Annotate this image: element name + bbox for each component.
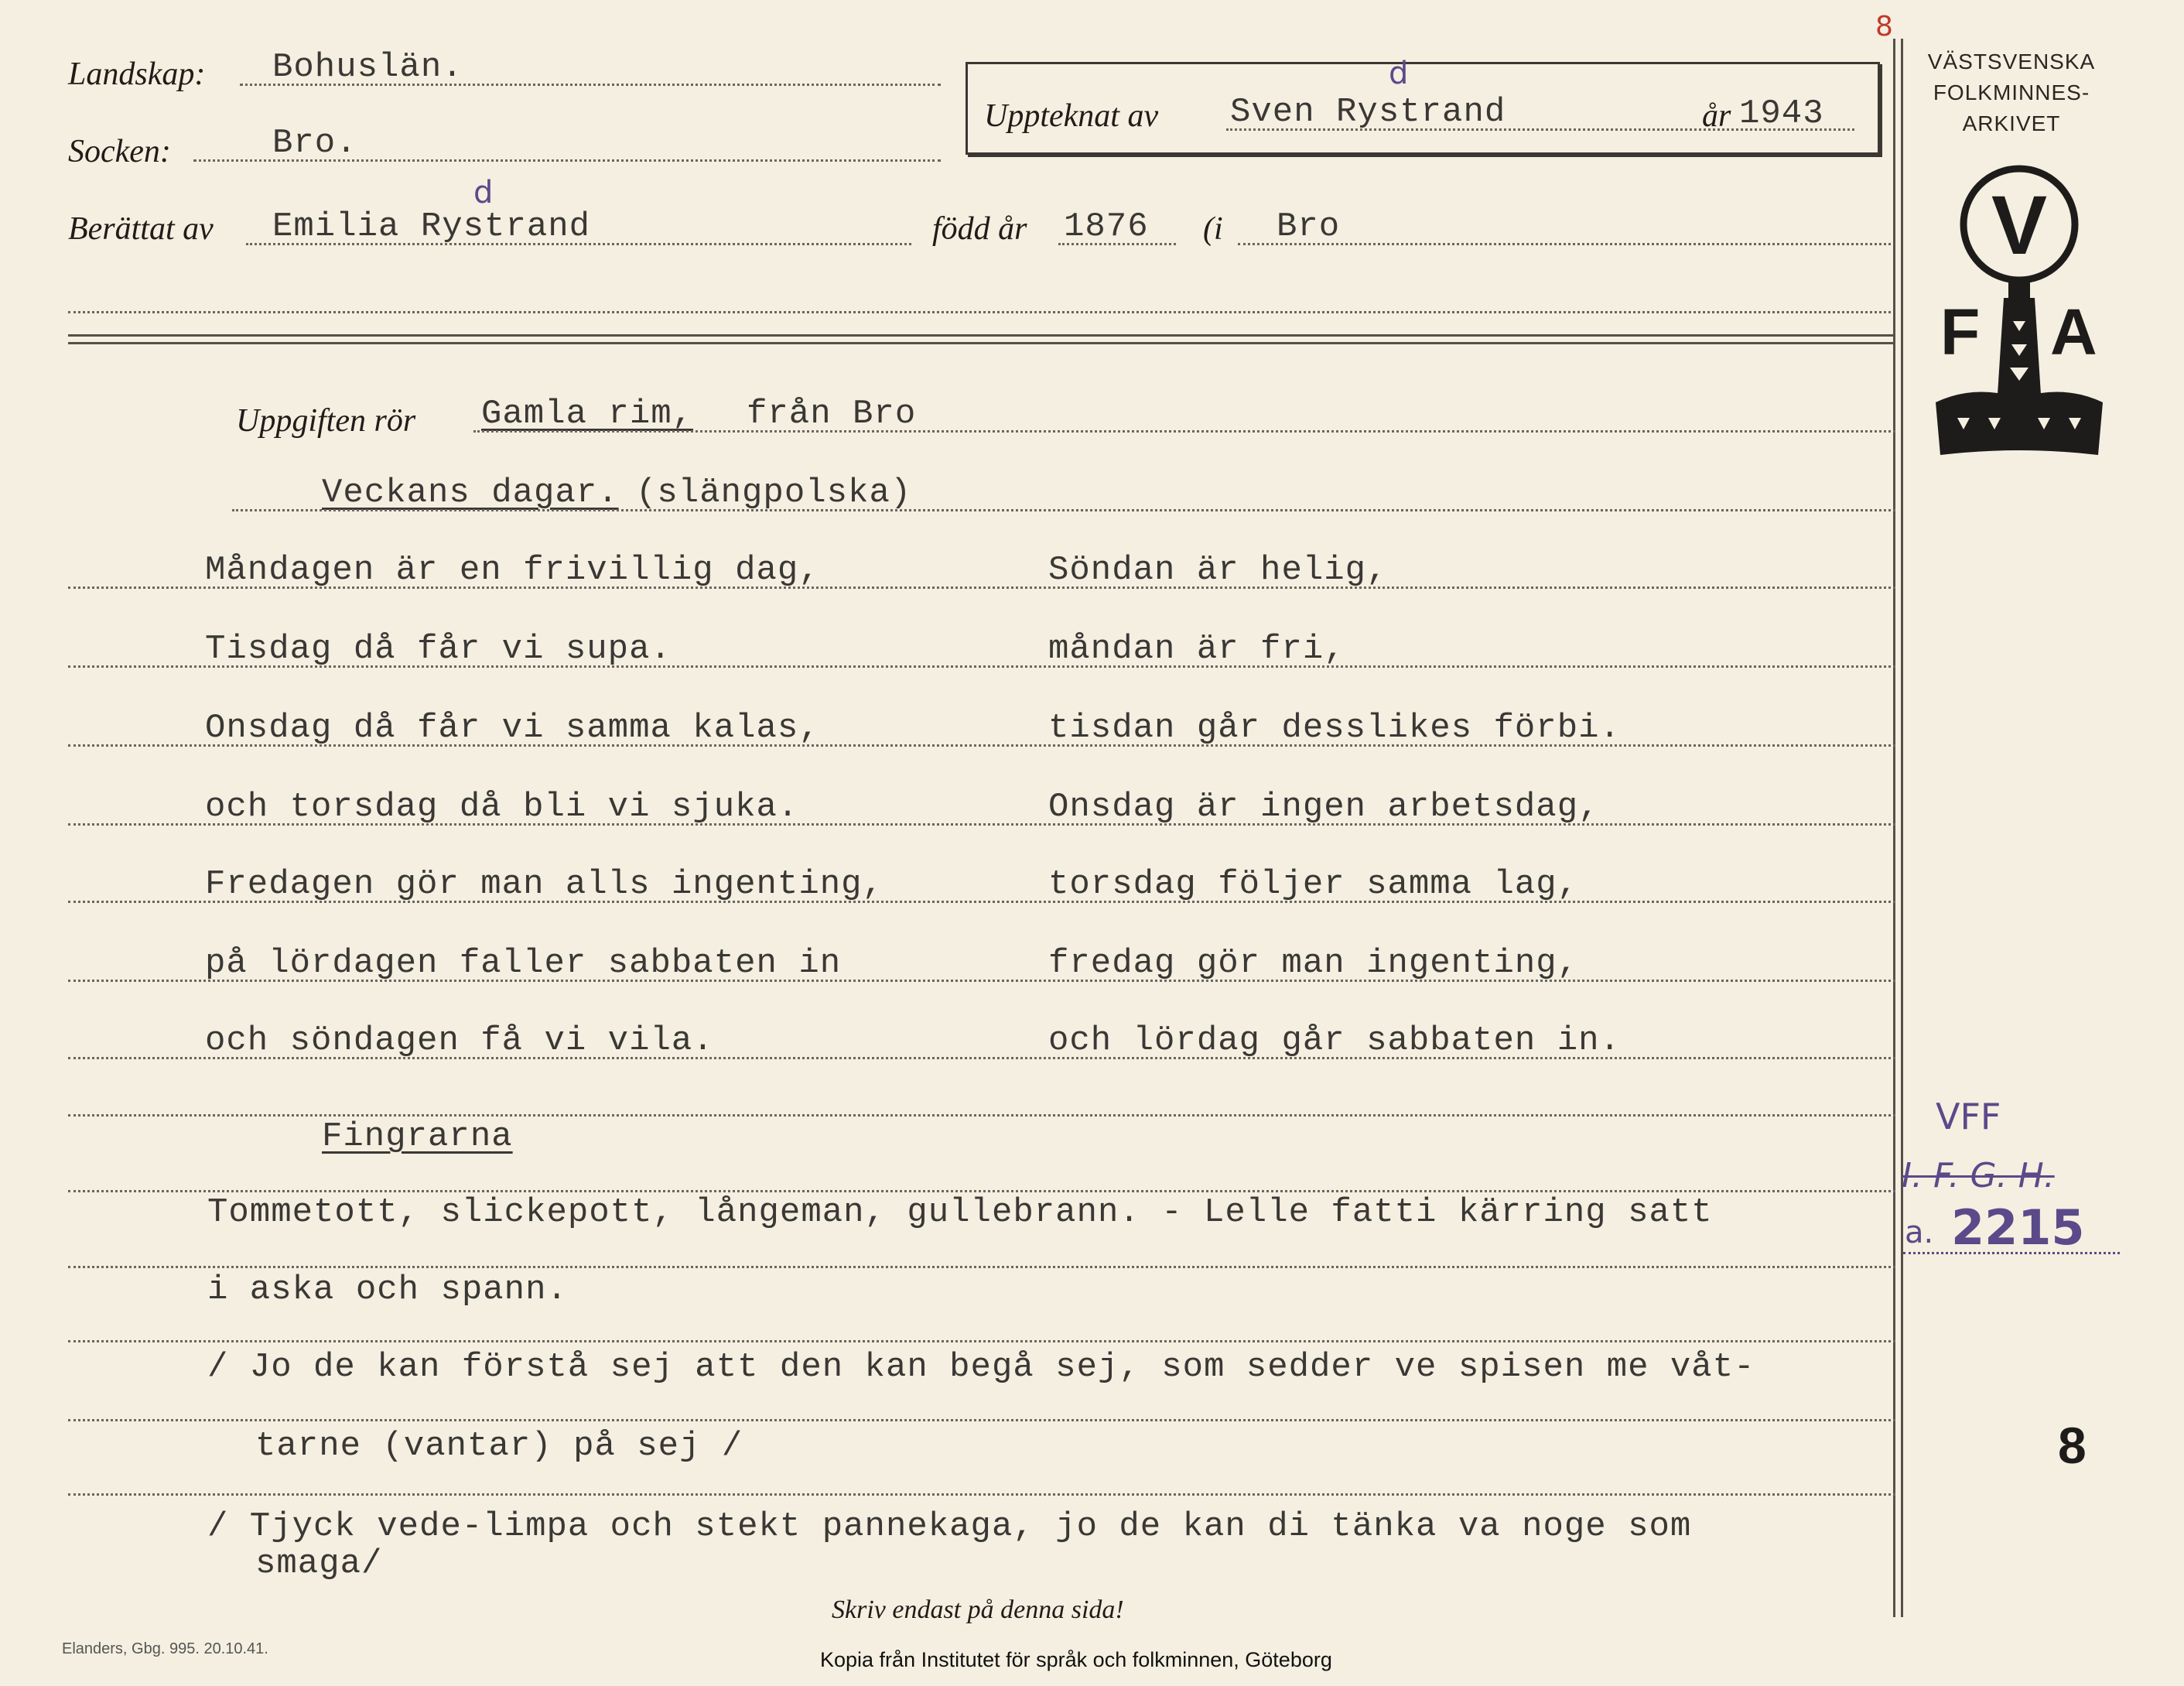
fingrarna-dotline [68,1493,1895,1496]
logo-v-letter: V [1991,178,2048,272]
uppteknat-label: Uppteknat av [984,98,1159,134]
socken-dotline [193,159,941,162]
poem-dotline [68,1057,1895,1059]
fingrarna-dotline [68,1266,1895,1268]
poem-dotline [68,665,1895,668]
berattat-correction: d [473,175,494,210]
fingrarna-dotline [68,1419,1895,1421]
uppgiften-label: Uppgiften rör [236,403,416,439]
ar-label: år [1702,98,1731,134]
header-rule-1 [68,334,1895,337]
fingrarna-dotline [68,1190,1895,1192]
poem-left-line: Onsdag då får vi samma kalas, [205,709,820,747]
socken-label: Socken: [68,134,171,169]
footer-printer: Elanders, Gbg. 995. 20.10.41. [62,1640,268,1657]
footer-copy-note: Kopia från Institutet för språk och folkminnen, Göteborg [820,1648,1332,1671]
poem-right-line: måndan är fri, [1048,630,1345,669]
archive-name-line1: VÄSTSVENSKA [1927,50,2096,74]
poem-right-line: och lördag går sabbaten in. [1048,1021,1621,1060]
uppteknat-dotline [1226,128,1854,131]
poem-left-line: på lördagen faller sabbaten in [205,944,842,983]
uppgiften-value-1: Gamla rim, [481,395,694,433]
archive-name-line2: FOLKMINNES- [1933,80,2090,104]
i-dotline [1238,243,1895,245]
poem-right-line: fredag gör man ingenting, [1048,944,1579,983]
logo-a-letter: A [2050,296,2097,368]
berattat-label: Berättat av [68,211,214,247]
fingrarna-dotline [68,1340,1895,1342]
poem-left-line: Måndagen är en frivillig dag, [205,551,820,590]
blank-dotline [68,311,1895,313]
fingrarna-title: Fingrarna [322,1117,513,1156]
landskap-label: Landskap: [68,56,206,92]
poem-dotline [68,587,1895,589]
blank-dotline [68,1114,1895,1117]
berattat-dotline [246,243,911,245]
poem-dotline [68,744,1895,747]
berattat-value: Emilia Rystrand [272,207,591,246]
poem-left-line: och torsdag då bli vi sjuka. [205,788,799,826]
ar-value: 1943 [1739,94,1824,133]
poem-right-line: torsdag följer samma lag, [1048,865,1579,904]
fodd-value: 1876 [1064,207,1149,246]
uppteknat-correction: d [1389,56,1409,91]
margin-ifgh: I. F. G. H. [1902,1156,2055,1195]
landskap-value: Bohuslän. [272,48,463,87]
logo-f-letter: F [1940,296,1981,368]
fodd-dotline [1058,243,1176,245]
poem-title-dotline [232,509,1895,511]
margin-acc-dotline [1903,1252,2120,1254]
i-label: (i [1203,211,1223,247]
poem-subtitle: (slängpolska) [636,474,912,512]
uppteknat-value: Sven Rystrand [1230,93,1506,132]
archive-name-line3: ARKIVET [1962,111,2061,135]
archive-logo [1919,162,2120,472]
margin-acc-number: 2215 [1951,1199,2085,1256]
poem-title: Veckans dagar. [322,474,619,512]
poem-dotline [68,901,1895,903]
fingrarna-line: / Tjyck vede-limpa och stekt pannekaga, jo de kan di tänka va noge som [207,1507,1692,1546]
header-rule-2 [68,342,1895,344]
i-value: Bro [1277,207,1341,246]
margin-line-1 [1893,39,1895,1617]
fodd-label: född år [932,211,1027,247]
footer-instruction: Skriv endast på denna sida! [832,1595,1124,1624]
poem-left-line: och söndagen få vi vila. [205,1021,714,1060]
fingrarna-line: / Jo de kan förstå sej att den kan begå sej, som sedder ve spisen me våt- [207,1348,1755,1387]
margin-page-number: 8 [2058,1417,2087,1474]
fingrarna-line: smaga/ [255,1544,383,1583]
fingrarna-line: Tommetott, slickepott, långeman, gullebrann. - Lelle fatti kärring satt [207,1193,1713,1232]
poem-dotline [68,980,1895,982]
uppgiften-dotline [473,430,1895,433]
fingrarna-line: i aska och spann. [207,1270,568,1309]
archive-name [1903,46,2120,139]
margin-acc-prefix: a. [1905,1215,1934,1250]
poem-left-line: Tisdag då får vi supa. [205,630,672,669]
poem-left-line: Fredagen gör man alls ingenting, [205,865,884,904]
poem-right-line: Onsdag är ingen arbetsdag, [1048,788,1600,826]
poem-dotline [68,823,1895,826]
poem-right-line: tisdan går desslikes förbi. [1048,709,1621,747]
logo-hammer-loop [2008,279,2030,300]
uppgiften-value-2: från Bro [747,395,917,433]
poem-right-line: Söndan är helig, [1048,551,1388,590]
socken-value: Bro. [272,124,357,162]
margin-line-2 [1901,39,1903,1617]
fingrarna-line: tarne (vantar) på sej / [255,1427,743,1465]
margin-vff: VFF [1936,1096,2001,1137]
corner-page-number: 8 [1875,11,1893,43]
landskap-dotline [240,84,941,86]
